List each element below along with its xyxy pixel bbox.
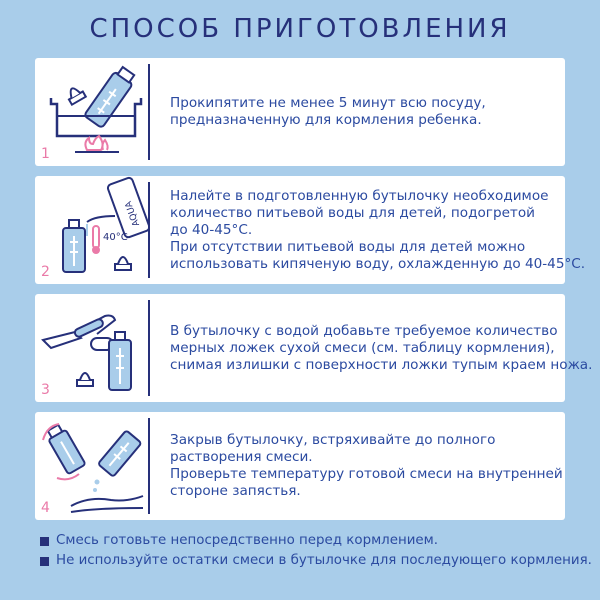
step-divider	[148, 182, 150, 278]
temperature-label: 40°C	[103, 232, 128, 243]
step-text-line: Прокипятите не менее 5 минут всю посуду,	[170, 95, 486, 111]
square-bullet-icon	[40, 557, 49, 566]
step-text-line: В бутылочку с водой добавьте требуемое количество	[170, 322, 558, 339]
aqua-label: AQUA	[123, 199, 143, 228]
step-text-line: растворения смеси.	[170, 449, 313, 465]
step-card-3	[35, 294, 593, 402]
step-text-line: предназначенную для кормления ребенка.	[170, 112, 482, 128]
step-text-line: количество питьевой воды для детей, подогретой	[170, 204, 536, 221]
step-card-2	[35, 176, 586, 284]
step-number: 3	[41, 382, 50, 398]
step-divider	[148, 300, 150, 396]
step-card-4	[35, 412, 565, 520]
note-text: Смесь готовьте непосредственно перед кормлением.	[56, 533, 439, 548]
step-text-line: стороне запястья.	[170, 483, 301, 499]
step-text-line: Закрыв бутылочку, встряхивайте до полного	[170, 432, 496, 448]
pour-water-icon	[35, 176, 148, 284]
note-item	[40, 531, 585, 551]
step-divider	[148, 64, 150, 160]
note-text: Не используйте остатки смеси в бутылочке для последующего кормления.	[56, 553, 592, 568]
step-text-line: использовать кипяченую воду, охлажденную до 40-45°С.	[170, 255, 586, 272]
step-text-line: При отсутствии питьевой воды для детей можно	[170, 238, 526, 255]
square-bullet-icon	[40, 537, 49, 546]
step-text	[170, 412, 563, 520]
step-text	[170, 176, 586, 284]
step-number: 1	[41, 146, 50, 162]
step-divider	[148, 418, 150, 514]
step-text	[170, 294, 593, 402]
note-item	[40, 551, 592, 571]
step-number: 4	[41, 500, 50, 516]
step-text-line: Налейте в подготовленную бутылочку необходимое	[170, 187, 549, 204]
notes-list	[40, 531, 592, 571]
shake-bottle-icon	[35, 412, 148, 520]
step-card-1	[35, 58, 565, 166]
step-text-line: до 40-45°С.	[170, 221, 253, 238]
step-text	[170, 58, 557, 166]
step-text-line: снимая излишки с поверхности ложки тупым краем ножа.	[170, 356, 593, 373]
step-text-line: мерных ложек сухой смеси (см. таблицу кормления),	[170, 339, 555, 356]
sterilize-pot-icon	[35, 58, 148, 166]
step-text-line: Проверьте температуру готовой смеси на внутренней	[170, 466, 563, 482]
measuring-spoon-icon	[35, 294, 148, 402]
page-title: СПОСОБ ПРИГОТОВЛЕНИЯ	[89, 14, 511, 44]
step-number: 2	[41, 264, 50, 280]
